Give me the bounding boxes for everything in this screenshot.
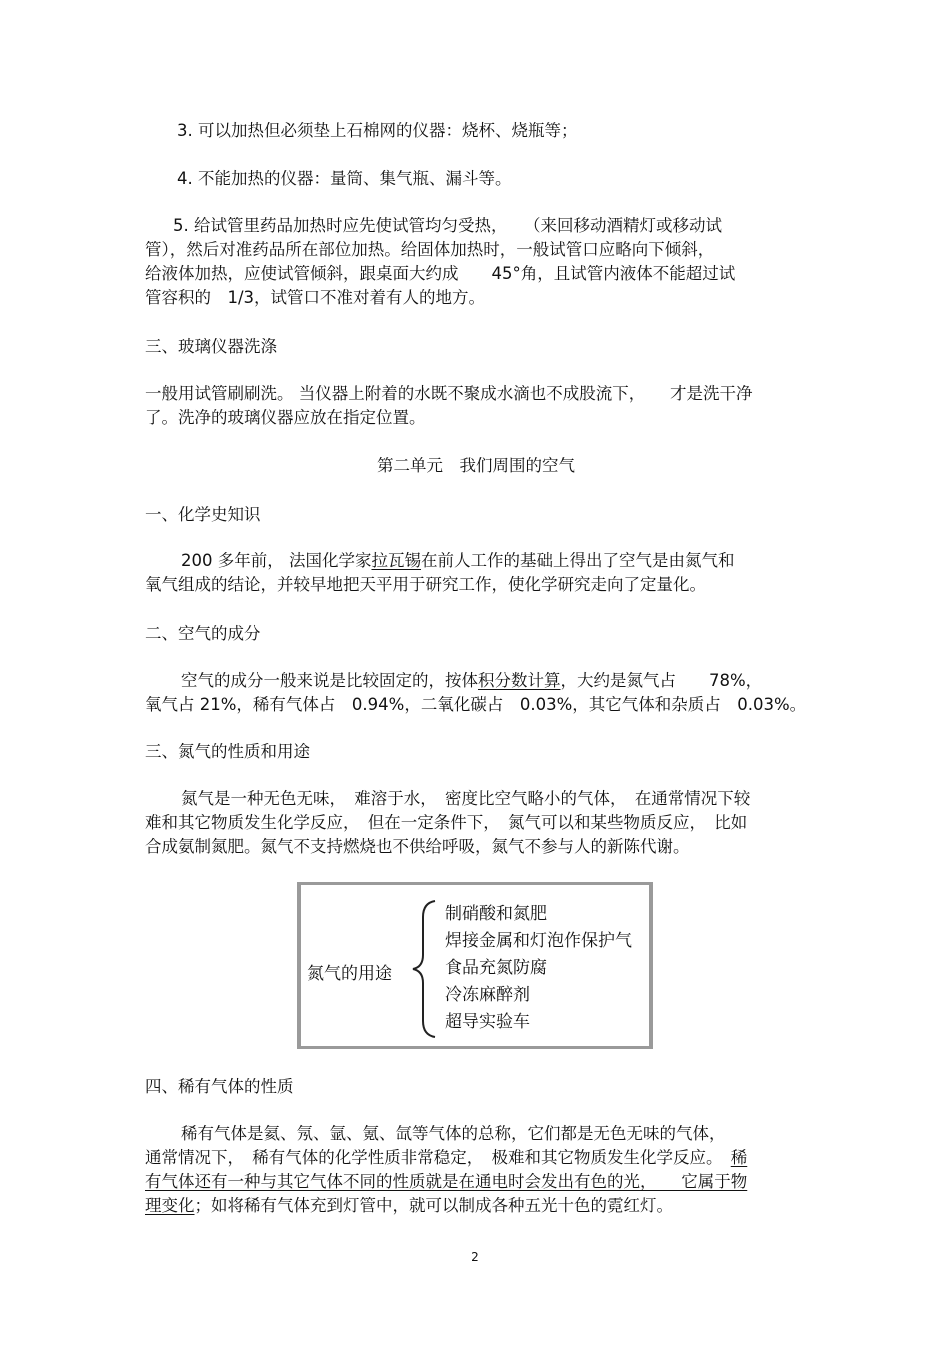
text-line: 管），然后对准药品所在部位加热。给固体加热时，一般试管口应略向下倾斜， (145, 240, 715, 259)
text-line: 给液体加热，应使试管倾斜，跟桌面大约成 45°角，且试管内液体不能超过试 (145, 264, 736, 283)
text-line: 通常情况下， 稀有气体的化学性质非常稳定， 极难和其它物质发生化学反应。 稀 (145, 1148, 748, 1167)
underlined-text: 有气体还有一种与其它气体不同的性质就是在通电时会发出有色的光， 它属于物 (145, 1172, 748, 1191)
text-line: 管容积的 1/3，试管口不准对着有人的地方。 (145, 288, 486, 307)
text-line: 难和其它物质发生化学反应， 但在一定条件下， 氮气可以和某些物质反应， 比如 (145, 813, 748, 832)
paragraph-nitrogen (145, 787, 807, 859)
figure-label: 氮气的用途 (307, 964, 392, 984)
text-line: 理变化；如将稀有气体充到灯管中，就可以制成各种五光十色的霓红灯。 (145, 1196, 673, 1215)
underlined-text: 稀 (730, 1148, 748, 1167)
unit-title: 第二单元 我们周围的空气 (377, 456, 575, 475)
paragraph-composition (145, 669, 807, 717)
text-line: 200 多年前， 法国化学家拉瓦锡在前人工作的基础上得出了空气是由氮气和 (181, 551, 735, 570)
text-line: 氧气占 21%，稀有气体占 0.94%，二氧化碳占 0.03%，其它气体和杂质占 0.03%。 (145, 695, 807, 714)
figure-item: 焊接金属和灯泡作保护气 (445, 931, 632, 951)
brace-icon (409, 899, 439, 1039)
section-heading: 四、稀有气体的性质 (145, 1077, 294, 1096)
text-line: 氧气组成的结论，并较早地把天平用于研究工作，使化学研究走向了定量化。 (145, 575, 706, 594)
underlined-text: 积分数计算 (478, 671, 561, 690)
text-line: 空气的成分一般来说是比较固定的，按体积分数计算，大约是氮气占 78%， (181, 671, 763, 690)
underlined-text: 理变化 (145, 1196, 195, 1215)
figure-canvas (301, 885, 649, 1046)
paragraph-wash (145, 382, 807, 430)
page-number: 2 (471, 1250, 479, 1264)
section-heading: 一、化学史知识 (145, 505, 261, 524)
paragraph-item-4: 4. 不能加热的仪器：量筒、集气瓶、漏斗等。 (177, 169, 512, 188)
section-heading: 二、空气的成分 (145, 624, 261, 643)
text-line: 合成氨制氮肥。氮气不支持燃烧也不供给呼吸，氮气不参与人的新陈代谢。 (145, 837, 690, 856)
section-heading: 三、玻璃仪器洗涤 (145, 337, 277, 356)
nitrogen-uses-figure (297, 882, 653, 1049)
figure-item: 制硝酸和氮肥 (445, 904, 547, 924)
text-line: 一般用试管刷刷洗。 当仪器上附着的水既不聚成水滴也不成股流下， 才是洗干净 (145, 384, 753, 403)
paragraph-noble (145, 1122, 807, 1218)
text-line: 稀有气体是氦、氖、氩、氪、氙等气体的总称，它们都是无色无味的气体， (181, 1124, 726, 1143)
paragraph-history (145, 549, 807, 597)
figure-item: 冷冻麻醉剂 (445, 985, 530, 1005)
text-line: 氮气是一种无色无味， 难溶于水， 密度比空气略小的气体， 在通常情况下较 (181, 789, 751, 808)
paragraph-item-5 (145, 214, 807, 310)
underlined-text: 拉瓦锡 (371, 551, 421, 570)
text-line: 5. 给试管里药品加热时应先使试管均匀受热， （来回移动酒精灯或移动试 (173, 216, 722, 235)
paragraph-item-3: 3. 可以加热但必须垫上石棉网的仪器：烧杯、烧瓶等； (177, 121, 578, 140)
text-line: 了。洗净的玻璃仪器应放在指定位置。 (145, 408, 426, 427)
figure-item: 超导实验车 (445, 1012, 530, 1032)
figure-item: 食品充氮防腐 (445, 958, 547, 978)
section-heading: 三、氮气的性质和用途 (145, 742, 310, 761)
